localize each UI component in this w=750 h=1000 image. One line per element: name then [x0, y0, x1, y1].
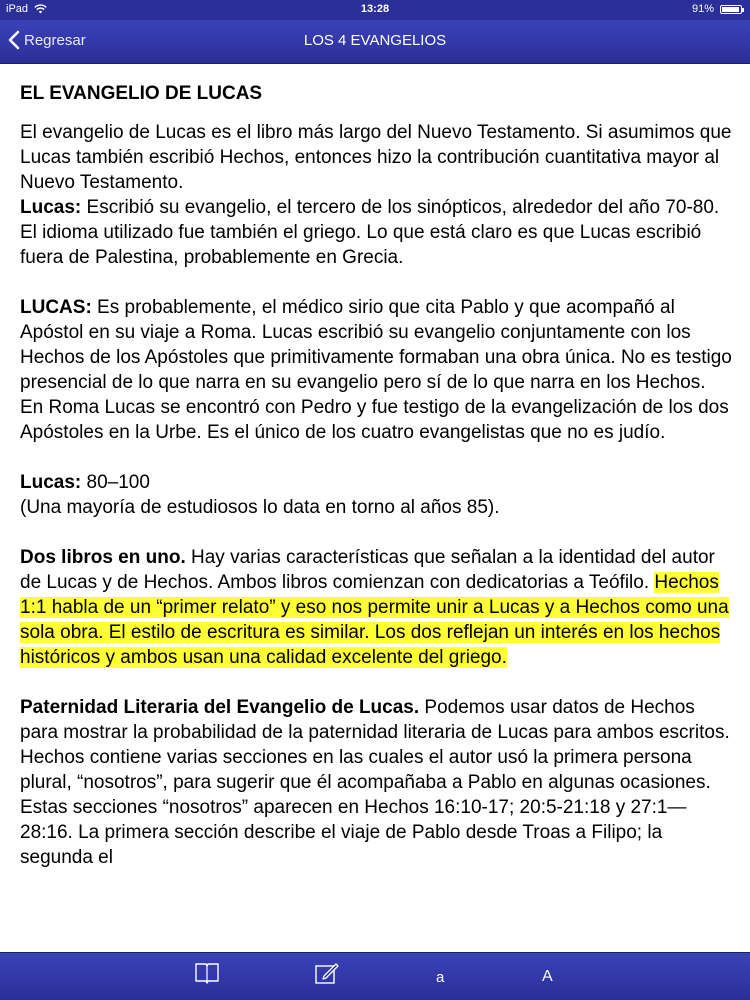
authorship-label: Paternidad Literaria del Evangelio de Lucas. [20, 697, 420, 718]
authorship-text: Podemos usar datos de Hechos para mostrar la probabilidad de la paternidad literaria de Lucas para ambos escritos. Hechos contiene varias secciones en las cuales el autor usó la primera persona plural, “nosotros”, para sugerir que él acompañaba a Pablo en algunas ocasiones. Estas secciones “nosotros” aparecen en Hechos 16:10-17; 20:5-21:18 y 27:1—28:16. La primera sección describe el viaje de Pablo desde Troas a Filipo; la segunda el [20, 697, 730, 868]
lucas-bio-text: Es probablemente, el médico sirio que cita Pablo y que acompañó al Apóstol en su viaje a Roma. Lucas escribió su evangelio conjuntamente con los Hechos de los Apóstoles que primitivamente formaban una obra única. No es testigo presencial de lo que narra en su evangelio pero sí de lo que narra en los Hechos. En Roma Lucas se encontró con Pedro y fue testigo de la evangelización de los dos Apóstoles en la Urbe. Es el único de los cuatro evangelistas que no es judío. [20, 297, 732, 443]
book-button[interactable] [194, 961, 220, 990]
dating-text: 80–100 [81, 472, 150, 493]
article-content [20, 80, 732, 895]
bottom-toolbar [0, 952, 750, 1000]
book-icon [194, 961, 220, 985]
navigation-bar [0, 20, 750, 64]
status-time: 13:28 [360, 3, 390, 15]
paragraph-dating [20, 470, 732, 520]
back-label: Regresar [24, 31, 86, 49]
paragraph-intro [20, 120, 732, 270]
device-label: iPad [6, 3, 29, 15]
paragraph-authorship [20, 695, 732, 870]
decrease-font-button[interactable]: a [436, 969, 445, 986]
paragraph-two-books [20, 545, 732, 670]
two-books-text: Hay varias características que señalan a la identidad del autor de Lucas y de Hechos. Ambos libros comienzan con dedicatorias a Teófilo. [20, 547, 715, 593]
two-books-label: Dos libros en uno. [20, 547, 186, 568]
lucas-text: Escribió su evangelio, el tercero de los sinópticos, alrededor del año 70-80. El idioma utilizado fue también el griego. Lo que está claro es que Lucas escribió fuera de Palestina, probablemente en Grecia. [20, 197, 720, 268]
dating-label: Lucas: [20, 472, 82, 493]
dating-note: (Una mayoría de estudiosos lo data en torno al años 85). [20, 497, 500, 518]
note-button[interactable] [314, 961, 340, 990]
page-title: LOS 4 EVANGELIOS [303, 32, 447, 49]
highlighted-text: Hechos 1:1 habla de un “primer relato” y eso nos permite unir a Lucas y a Hechos como una sola obra. El estilo de escritura es similar. Los dos reflejan un interés en los hechos históricos y ambos usan una calidad excelente del griego. [20, 572, 729, 668]
status-bar [0, 0, 750, 20]
battery-icon [720, 5, 742, 14]
paragraph-intro-text: El evangelio de Lucas es el libro más largo del Nuevo Testamento. Si asumimos que Lucas también escribió Hechos, entonces hizo la contribución cuantitativa mayor al Nuevo Testamento. [20, 122, 732, 193]
status-right [692, 3, 742, 15]
lucas-label: Lucas: [20, 197, 82, 218]
paragraph-lucas-bio [20, 295, 732, 445]
lucas-bio-label: LUCAS: [20, 297, 92, 318]
edit-icon [314, 961, 340, 985]
article-heading: EL EVANGELIO DE LUCAS [20, 83, 263, 104]
increase-font-button[interactable]: A [542, 968, 553, 985]
battery-percent: 91% [691, 3, 714, 15]
